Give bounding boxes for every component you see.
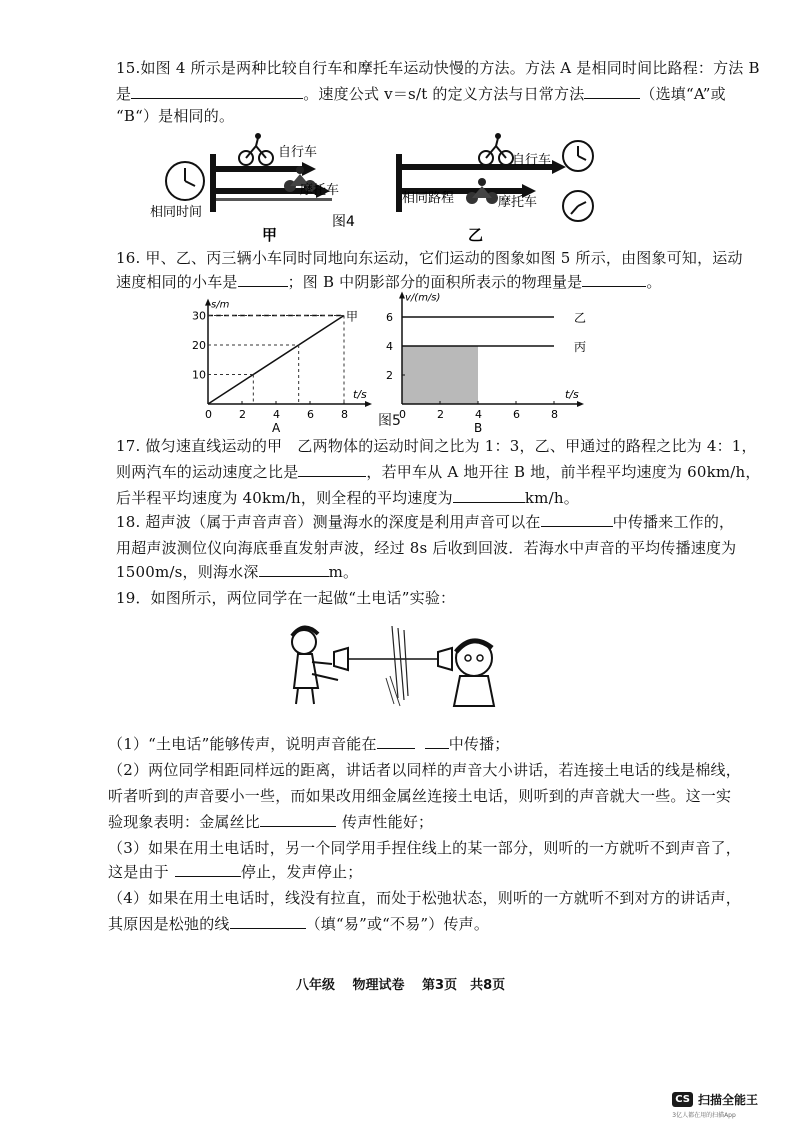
- q17-line2-text-a: 则两汽车的运动速度之比是: [116, 463, 299, 481]
- answer-blank: [230, 914, 306, 929]
- q18-line2: 用超声波测位仪向海底垂直发射声波，经过 8s 后收到回波．若海水中声音的平均传播速度为: [116, 539, 737, 557]
- chart-b: [376, 292, 587, 435]
- shaded-area: [402, 346, 478, 404]
- chart-a: [192, 296, 368, 435]
- same-distance-label: 相同路程: [402, 191, 455, 206]
- q15-line2: [116, 84, 726, 104]
- q19-p3-line2-text-a: 这是由于: [108, 863, 169, 881]
- caption-fig4: 图4: [332, 214, 355, 230]
- motorbike-label: 摩托车: [300, 183, 340, 198]
- figure-4-left-panel: [150, 133, 355, 244]
- q19-p3-line2-text-b: 停止，发声停止；: [240, 863, 363, 881]
- q19-p4-line2-text-b: （填“易”或“不易”）传声。: [305, 915, 490, 933]
- answer-blank: [260, 812, 336, 827]
- answer-blank: [238, 272, 288, 287]
- q19-p4-line2: [108, 914, 489, 934]
- motorbike-label: 摩托车: [498, 195, 538, 210]
- bicycle-icon: [239, 133, 273, 165]
- q19-p2-line3-text-a: 验现象表明：金属丝比: [108, 813, 261, 831]
- answer-blank: [131, 84, 303, 99]
- q18-line1: [116, 512, 734, 532]
- q18-line3-text-b: m。: [328, 563, 359, 581]
- y-tick-label: 30: [192, 309, 206, 323]
- q16-line2-text-b: ；图 B 中阴影部分的面积所表示的物理量是: [287, 273, 583, 291]
- series-label: 丙: [574, 340, 587, 354]
- scanner-watermark: [672, 1091, 758, 1119]
- q19-p2-line3-text-b: 传声性能好；: [342, 813, 434, 831]
- hand-pinching-string: [386, 626, 408, 706]
- scanner-logo: CS: [672, 1092, 693, 1107]
- q16-line1: 16. 甲、乙、丙三辆小车同时同地向东运动，它们运动的图象如图 5 所示，由图象可知，运动: [116, 249, 743, 267]
- q17-line3-text-a: 后半程平均速度为 40km/h，则全程的平均速度为: [116, 489, 453, 507]
- q19-p4-line1: （4）如果在用土电话时，线没有拉直，而处于松弛状态，则听的一方就听不到对方的讲话声，: [108, 889, 741, 907]
- x-axis-arrow: [365, 401, 372, 407]
- y-tick-label: 2: [386, 369, 393, 382]
- y-axis-label: v/(m/s): [405, 292, 441, 304]
- q17-line3-text-b: km/h。: [524, 489, 579, 507]
- x-tick-label: 4: [475, 408, 482, 421]
- answer-blank: [175, 862, 241, 877]
- x-axis-label: t/s: [353, 388, 367, 401]
- figure-5-caption: 图5: [378, 413, 401, 429]
- page-footer: 八年级 物理试卷 第3页 共8页: [296, 978, 506, 993]
- x-tick-label: 0: [399, 408, 406, 421]
- answer-blank: [298, 462, 366, 477]
- q19-p2-line3: [108, 812, 433, 832]
- x-tick-label: 6: [513, 408, 520, 421]
- series-label: 乙: [574, 311, 587, 325]
- q15-line1: 15.如图 4 所示是两种比较自行车和摩托车运动快慢的方法。方法 A 是相同时间比路程：方法 B: [116, 59, 760, 77]
- x-tick-label: 0: [205, 408, 212, 421]
- y-tick-label: 6: [386, 311, 393, 324]
- q15-line2-text-b: 。速度公式 v＝s/t 的定义方法与日常方法: [303, 85, 585, 103]
- cup-icon: [438, 648, 452, 670]
- right-panel-label: 乙: [468, 226, 484, 244]
- q19-p3-line1: （3）如果在用土电话时，另一个同学用手捏住线上的某一部分，则听的一方就听不到声音了，: [108, 839, 741, 857]
- q16-line2-text-c: 。: [646, 273, 662, 291]
- series-label: 甲: [346, 309, 359, 324]
- scanner-tagline: 3亿人都在用的扫描App: [672, 1112, 736, 1119]
- q17-line2-text-b: ，若甲车从 A 地开往 B 地，前半程平均速度为 60km/h，: [366, 463, 761, 481]
- bicycle-label: 自行车: [512, 153, 552, 168]
- bicycle-label: 自行车: [278, 145, 318, 160]
- scanner-brand: 扫描全能王: [697, 1093, 758, 1107]
- q19-p1-text-b: 中传播；: [448, 735, 510, 753]
- answer-blank: [582, 272, 646, 287]
- q18-line3-text-a: 1500m/s，则海水深: [116, 563, 259, 581]
- answer-blank: [425, 734, 449, 749]
- series-line-jia: [208, 316, 344, 405]
- q18-line1-text-a: 18. 超声波（属于声音声音）测量海水的深度是利用声音可以在: [116, 513, 541, 531]
- x-tick-label: 6: [307, 408, 314, 421]
- q19-p4-line2-text-a: 其原因是松弛的线: [108, 915, 230, 933]
- y-axis-label: s/m: [211, 299, 230, 311]
- q19-p1: [108, 734, 510, 754]
- q17-line1: 17. 做匀速直线运动的甲 乙两物体的运动时间之比为 1：3，乙、甲通过的路程之比为 4：1，: [116, 437, 757, 455]
- q17-line2: [116, 462, 761, 482]
- x-tick-label: 4: [273, 408, 280, 421]
- tin-can-telephone-illustration: [282, 618, 508, 710]
- q18-line3: [116, 562, 358, 582]
- x-axis-arrow: [577, 401, 584, 407]
- answer-blank: [259, 562, 329, 577]
- q19-p3-line2: [108, 862, 362, 882]
- left-panel-label: 甲: [262, 226, 278, 244]
- chart-panel-label: A: [272, 421, 281, 435]
- answer-blank: [377, 734, 415, 749]
- figure-4-right-panel: [396, 133, 593, 244]
- cup-icon: [334, 648, 348, 670]
- q16-line2: [116, 272, 662, 292]
- y-tick-label: 4: [386, 340, 393, 353]
- q19-title: 19．如图所示，两位同学在一起做“土电话”实验：: [116, 589, 456, 607]
- q18-line1-text-b: 中传播来工作的，: [612, 513, 735, 531]
- girl-figure: [292, 627, 338, 704]
- q15-line3: “B“）是相同的。: [116, 107, 235, 125]
- y-tick-label: 10: [192, 368, 206, 382]
- same-time-label: 相同时间: [150, 205, 203, 220]
- q19-p2-line1: （2）两位同学相距同样远的距离，讲话者以同样的声音大小讲话，若连接土电话的线是棉线，: [108, 761, 741, 779]
- q15-line2-text-c: （选填“A”或: [640, 85, 726, 103]
- y-tick-label: 20: [192, 339, 206, 352]
- q16-line2-text-a: 速度相同的小车是: [116, 273, 238, 291]
- q19-p1-text-a: （1）“土电话”能够传声，说明声音能在: [108, 735, 377, 753]
- figure-4: [150, 126, 610, 244]
- boy-figure: [454, 640, 494, 706]
- x-tick-label: 8: [551, 408, 558, 421]
- answer-blank: [453, 488, 525, 503]
- x-tick-label: 8: [341, 408, 348, 421]
- bicycle-icon: [479, 133, 513, 165]
- q17-line3: [116, 488, 579, 508]
- answer-blank: [541, 512, 613, 527]
- chart-panel-label: B: [474, 421, 483, 435]
- x-tick-label: 2: [239, 408, 246, 421]
- x-tick-label: 2: [437, 408, 444, 421]
- q19-p2-line2: 听者听到的声音要小一些，而如果改用细金属丝连接土电话，则听到的声音就大一些。这一实: [108, 787, 732, 805]
- q15-line2-text-a: 是: [116, 85, 132, 103]
- answer-blank: [584, 84, 640, 99]
- x-axis-label: t/s: [565, 388, 579, 401]
